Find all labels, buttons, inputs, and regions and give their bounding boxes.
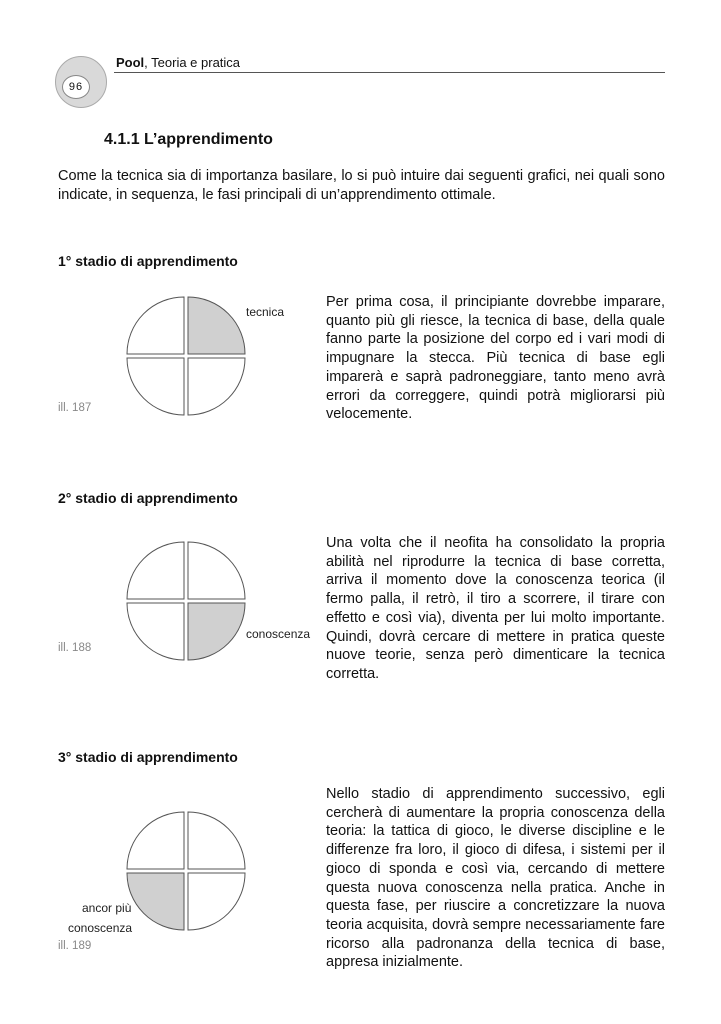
quadrant-top-left [127, 542, 184, 599]
quadrant-bottom-left-highlighted [127, 873, 184, 930]
stage-1-illustration-number: ill. 187 [58, 402, 92, 414]
stage-2-quadrant-diagram [120, 535, 252, 667]
stage-1-paragraph: Per prima cosa, il principiante dovrebbe imparare, quanto più gli riesce, la tecnica di base, della quale fanno parte la posizione del corpo ed i vari modi di impugnare la stecca. Più tecnica di base egli imparerà e saprà padroneggiare, tanto meno avrà errori da correggere, quindi potrà migliorarsi più velocemente. [326, 294, 665, 423]
quadrant-top-right [188, 542, 245, 599]
stage-1-label: tecnica [246, 305, 285, 319]
section-title: 4.1.1 L’apprendimento [104, 131, 273, 148]
book-title-bold: Pool [116, 55, 145, 70]
stage-1-quadrant-diagram [120, 290, 252, 422]
stage-3-label-line1: ancor più [82, 901, 132, 915]
quadrant-bottom-right [188, 873, 245, 930]
book-title-rest: , Teoria e pratica [144, 55, 241, 70]
stage-3-quadrant-diagram [120, 805, 252, 937]
running-header [116, 55, 240, 70]
stage-3-paragraph: Nello stadio di apprendimento successivo, egli cercherà di aumentare la propria conoscenza della teoria: la tattica di gioco, le diverse discipline e le differenze fra loro, il gioco di difesa, i sistemi per il gioco di sponda e così via, cercando di mettere questa nuova conoscenza nella pratica. Anche in questa fase, per riuscire a concretizzare la nuova teoria acquisita, dovrà sempre necessariamente fare ricorso alla padronanza della tecnica di base, appresa inizialmente. [326, 786, 665, 971]
quadrant-bottom-left [127, 603, 184, 660]
quadrant-top-left [127, 297, 184, 354]
stage-2-label: conoscenza [246, 627, 311, 641]
quadrant-top-left [127, 812, 184, 869]
quadrant-top-right [188, 812, 245, 869]
stage-3-illustration-number: ill. 189 [58, 940, 92, 952]
quadrant-bottom-right-highlighted [188, 603, 245, 660]
quadrant-top-right-highlighted [188, 297, 245, 354]
stage-2-paragraph: Una volta che il neofita ha consolidato la propria abilità nel riprodurre la tecnica di base corretta, arriva il momento dove la conoscenza teorica (il fermo palla, il retrò, il tiro a scorrere, il tirare con effetto e così via), diventa per lui molto importante. Quindi, dovrà cercare di mettere in pratica queste nuove teorie, senza però dimenticare la tecnica corretta. [326, 535, 665, 682]
stage-3-label-line2: conoscenza [68, 921, 133, 935]
quadrant-bottom-right [188, 358, 245, 415]
page-number: 96 [62, 75, 90, 99]
quadrant-bottom-left [127, 358, 184, 415]
header-rule [114, 72, 665, 73]
stage-3-heading: 3° stadio di apprendimento [58, 749, 238, 765]
stage-1-heading: 1° stadio di apprendimento [58, 253, 238, 269]
stage-2-illustration-number: ill. 188 [58, 642, 92, 654]
intro-paragraph: Come la tecnica sia di importanza basilare, lo si può intuire dai seguenti grafici, nei quali sono indicate, in sequenza, le fasi principali di un’apprendimento ottimale. [58, 168, 665, 203]
stage-2-heading: 2° stadio di apprendimento [58, 490, 238, 506]
